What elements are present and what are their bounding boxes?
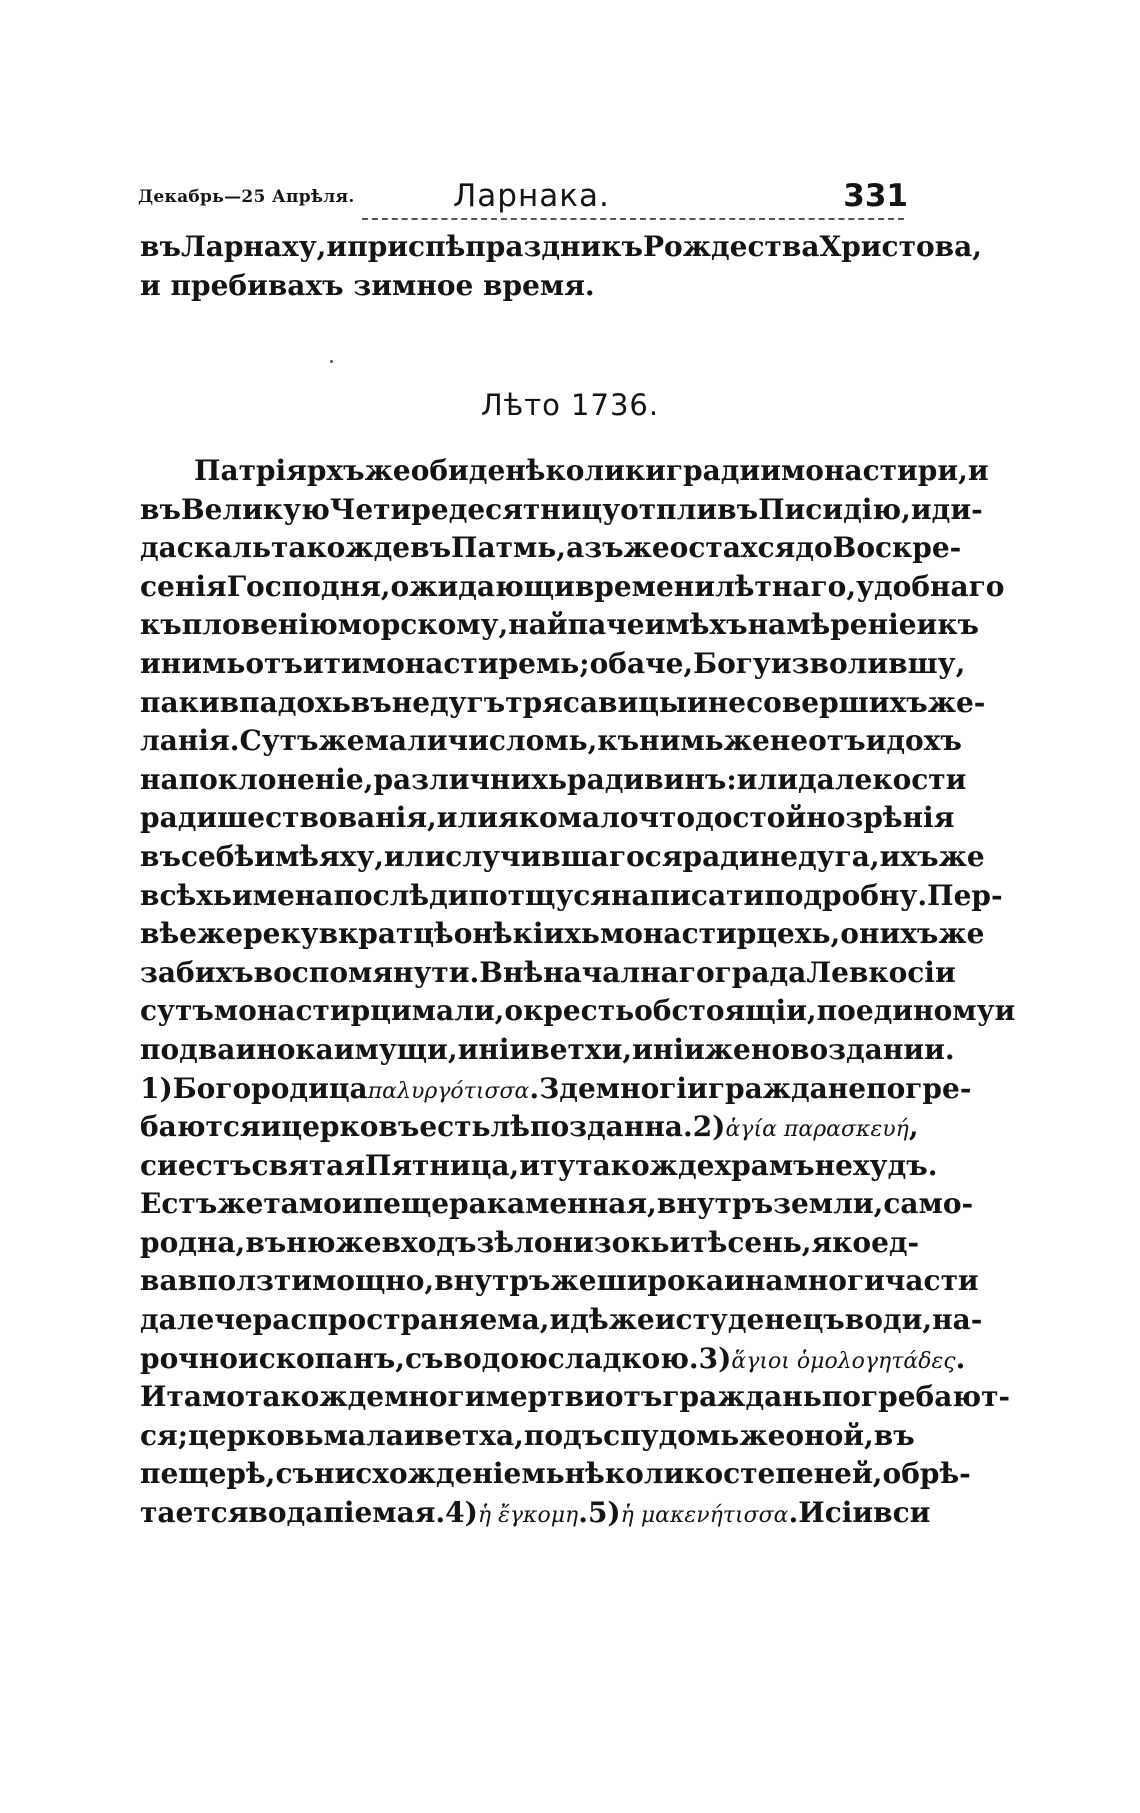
- text-line: [140, 1455, 971, 1494]
- word: имена: [231, 878, 334, 912]
- word: нисхожденіемь: [313, 1457, 565, 1491]
- word: всѣхь: [140, 878, 232, 912]
- word: само-: [883, 1187, 974, 1221]
- word: винъ:: [644, 762, 737, 796]
- text-line: [140, 992, 1016, 1031]
- word: вползти: [177, 1264, 312, 1298]
- text-line: [140, 799, 955, 838]
- word: отъидохъ: [808, 724, 962, 758]
- word: отъ: [604, 1380, 663, 1414]
- word: не: [769, 724, 809, 758]
- word: рочно: [140, 1341, 238, 1375]
- text-line: [140, 491, 983, 530]
- word: тамо: [166, 1380, 245, 1414]
- word: приспѣ: [347, 230, 466, 263]
- greek-term: ἅγιοι ὁμολογητάδες: [731, 1348, 956, 1374]
- header-title: Ларнака.: [453, 178, 610, 214]
- text-line: [140, 1262, 979, 1301]
- word: недуга,: [759, 839, 880, 873]
- word: ожидающи: [390, 569, 575, 603]
- word: инимь: [140, 646, 246, 680]
- word: Естъ: [140, 1187, 218, 1221]
- word: идѣже: [549, 1303, 655, 1337]
- word: яко: [811, 1225, 872, 1259]
- word: пещера: [362, 1187, 487, 1221]
- word: и: [967, 454, 989, 487]
- word: потщуся: [468, 878, 611, 912]
- word: послѣди: [333, 878, 469, 912]
- text-line: [140, 684, 986, 723]
- word: ту: [540, 1148, 576, 1182]
- word: отпли: [620, 492, 718, 526]
- word: обиде: [410, 454, 506, 487]
- word: ди-: [931, 492, 983, 526]
- word: низокь: [552, 1225, 670, 1259]
- word: Левкосіи: [806, 955, 956, 989]
- word: на: [140, 762, 179, 796]
- word: Воскре-: [832, 531, 962, 565]
- word: шествованія,: [217, 801, 437, 835]
- word: яко: [498, 801, 558, 835]
- word: числомь,: [447, 724, 598, 758]
- greek-term: ἡ μακενήτισσα: [620, 1503, 789, 1529]
- word: на-: [932, 1303, 983, 1337]
- word: праздникъ: [465, 230, 643, 263]
- word: ископанъ,: [237, 1341, 405, 1375]
- word: тамо: [263, 1187, 342, 1221]
- word: тается: [140, 1496, 249, 1530]
- word: же: [938, 917, 985, 951]
- word: Патріярхъ: [194, 454, 365, 487]
- word: гради: [665, 454, 761, 487]
- word: не: [814, 1148, 853, 1182]
- word: до: [795, 531, 833, 565]
- word: степеней,: [723, 1457, 883, 1491]
- word: такожде: [244, 1380, 385, 1414]
- word: мали,: [411, 994, 505, 1028]
- word: нихъ: [858, 917, 939, 951]
- word: погребают-: [821, 1380, 1011, 1414]
- word: пещерѣ,: [140, 1457, 276, 1491]
- word: морскому,: [337, 608, 509, 642]
- word: и: [724, 1264, 745, 1298]
- word: граждань: [662, 1380, 822, 1414]
- word: Писидію,: [758, 492, 911, 526]
- word: началнаго: [543, 955, 715, 989]
- word: два: [179, 1032, 236, 1066]
- text-line: [140, 1340, 966, 1379]
- word: въ: [140, 230, 181, 263]
- word: ветхи,: [530, 1032, 633, 1066]
- word: ради: [140, 801, 218, 835]
- word: нимь: [639, 724, 724, 758]
- word: студенецъ: [675, 1303, 845, 1337]
- word: Великую: [180, 492, 330, 526]
- word: себѣ: [180, 839, 255, 873]
- word: И: [140, 1380, 167, 1414]
- top-paragraph: [140, 228, 982, 305]
- word: Сутъ: [239, 724, 319, 758]
- word: ед-: [871, 1225, 920, 1259]
- word: оной,: [785, 1418, 874, 1452]
- word: многіи: [595, 1071, 708, 1105]
- word: впадохь: [219, 685, 351, 719]
- word: паки: [140, 685, 220, 719]
- word: ню: [286, 1225, 336, 1259]
- word: града: [714, 955, 807, 989]
- word: піемая.: [323, 1496, 446, 1530]
- text-line: [140, 722, 962, 761]
- word: внутръ: [434, 1264, 551, 1298]
- word: 5): [587, 1496, 621, 1530]
- word: вѣе: [140, 917, 197, 951]
- text-line: [140, 606, 980, 645]
- word: реку: [243, 917, 319, 951]
- text-line: [140, 1224, 920, 1263]
- word: съ: [405, 1341, 444, 1375]
- word: обстоящіи,: [634, 994, 817, 1028]
- word: иніи: [457, 1032, 531, 1066]
- text-line: [140, 761, 967, 800]
- word: же: [217, 1187, 264, 1221]
- word: Зде: [539, 1071, 596, 1105]
- word: написати: [611, 878, 765, 912]
- word: многи: [384, 1380, 486, 1414]
- word: съ: [275, 1457, 314, 1491]
- word: ,: [908, 1110, 919, 1144]
- word: води,: [844, 1303, 933, 1337]
- word: граждане: [707, 1071, 867, 1105]
- word: сутъ: [140, 994, 214, 1028]
- text-line: [140, 452, 989, 491]
- word: Патмь,: [451, 531, 567, 565]
- word: о: [453, 917, 473, 951]
- word: естъ: [177, 1148, 252, 1182]
- word: Четиредесятницу: [329, 492, 621, 526]
- word: баются: [140, 1110, 261, 1144]
- word: мало: [557, 801, 639, 835]
- word: есть: [419, 1110, 491, 1144]
- word: нѣкіихь: [472, 917, 600, 951]
- word: мощно,: [311, 1264, 435, 1298]
- word: ланія.: [140, 724, 240, 758]
- text-line: [140, 1378, 1011, 1417]
- word: Богу: [693, 646, 771, 680]
- word: найпаче: [508, 608, 645, 642]
- word: и: [669, 1225, 691, 1259]
- word: удобнаго: [856, 569, 1005, 603]
- word: же: [623, 531, 670, 565]
- word: случившагося: [445, 839, 683, 873]
- header-rule: [362, 218, 904, 220]
- word: Рождества: [643, 230, 820, 263]
- word: распространяема,: [252, 1303, 550, 1337]
- word: вкратцѣ: [318, 917, 454, 951]
- word: .: [788, 1496, 799, 1530]
- word: святая: [251, 1148, 365, 1182]
- word: окресть: [504, 994, 635, 1028]
- word: и: [260, 1110, 282, 1144]
- running-header: [138, 178, 908, 218]
- word: же: [739, 1418, 786, 1452]
- word: монастиремь;: [361, 646, 590, 680]
- word: нѣколико: [564, 1457, 724, 1491]
- word: къ: [597, 724, 640, 758]
- page-number: 331: [843, 178, 908, 214]
- word: и: [403, 1418, 425, 1452]
- word: Внѣ: [479, 955, 544, 989]
- word: и: [760, 454, 781, 487]
- word: мали: [364, 724, 448, 758]
- word: и: [519, 1148, 541, 1182]
- text-line: [140, 1494, 931, 1533]
- word: И: [798, 1496, 825, 1530]
- word: Богородица: [172, 1071, 368, 1105]
- word: совершихъ: [746, 685, 928, 719]
- word: мертви: [485, 1380, 605, 1414]
- word: 1): [140, 1071, 173, 1105]
- greek-term: ἡ ἔγκομη: [477, 1503, 579, 1529]
- word: остахся: [669, 531, 796, 565]
- word: же-: [927, 685, 986, 719]
- word: или: [436, 801, 499, 835]
- word: имѣяху,: [254, 839, 384, 873]
- word: зрѣнія: [845, 801, 955, 835]
- word: же: [364, 454, 411, 487]
- word: Господня,: [226, 569, 391, 603]
- word: 4): [445, 1496, 478, 1530]
- word: мала: [323, 1418, 404, 1452]
- text-line: [140, 915, 985, 954]
- text-line: [140, 1108, 919, 1147]
- word: отъити: [245, 646, 362, 680]
- word: .: [529, 1071, 540, 1105]
- word: единому: [855, 994, 995, 1028]
- word: ради: [682, 839, 760, 873]
- word: намѣреніе: [747, 608, 917, 642]
- word: и: [654, 1303, 676, 1337]
- word: пловенію: [181, 608, 338, 642]
- word: обрѣ-: [882, 1457, 971, 1491]
- word: Ларнаху,: [180, 230, 327, 263]
- word: въ: [873, 1418, 915, 1452]
- word: къ: [140, 608, 182, 642]
- word: въ: [410, 531, 452, 565]
- word: не: [707, 685, 747, 719]
- word: воспомянути.: [253, 955, 480, 989]
- word: новоздании.: [750, 1032, 955, 1066]
- word: спудомь: [603, 1418, 740, 1452]
- word: церковъ: [281, 1110, 420, 1144]
- word: въ: [350, 685, 392, 719]
- word: даскаль: [140, 531, 271, 565]
- word: же: [335, 1225, 382, 1259]
- word: въ: [140, 839, 181, 873]
- word: худъ.: [852, 1148, 938, 1182]
- word: по: [816, 994, 856, 1028]
- word: вода: [248, 1496, 324, 1530]
- word: же: [196, 917, 244, 951]
- word: что: [638, 801, 696, 835]
- word: и: [341, 1187, 363, 1221]
- word: же: [318, 724, 365, 758]
- word: водою: [443, 1341, 548, 1375]
- word: сладкою.: [547, 1341, 699, 1375]
- word: лѣтнаго,: [715, 569, 857, 603]
- text-line: [140, 1147, 938, 1186]
- word: ся;: [140, 1418, 189, 1452]
- word: достойно: [695, 801, 846, 835]
- word: ихъже: [879, 839, 985, 873]
- word: вси: [873, 1496, 931, 1530]
- word: же: [704, 1032, 751, 1066]
- word: въ: [245, 1225, 287, 1259]
- word: въ: [717, 492, 759, 526]
- word: каменная,: [486, 1187, 657, 1221]
- word: обаче,: [589, 646, 694, 680]
- text-line: [140, 1031, 955, 1070]
- word: ва: [140, 1264, 178, 1298]
- print-speck: [330, 360, 333, 363]
- word: и: [326, 230, 348, 263]
- word: 2): [692, 1110, 726, 1144]
- word: далекости: [797, 762, 967, 796]
- word: времени: [574, 569, 716, 603]
- word: и: [994, 994, 1016, 1028]
- word: къ: [937, 608, 980, 642]
- text-line: [140, 1185, 974, 1224]
- word: подъ: [523, 1418, 604, 1452]
- word: или: [384, 839, 446, 873]
- word: монастирцехь,: [599, 917, 841, 951]
- word: ради: [567, 762, 645, 796]
- word: нѣколики: [505, 454, 666, 487]
- word: же: [550, 1264, 597, 1298]
- text-line: [140, 568, 1005, 607]
- text-line: [140, 1417, 915, 1456]
- word: монастирци: [213, 994, 412, 1028]
- word: и: [916, 608, 938, 642]
- word: забихъ: [140, 955, 254, 989]
- word: о: [840, 917, 859, 951]
- word: имѣхъ: [644, 608, 748, 642]
- word: поклоненіе,: [178, 762, 374, 796]
- greek-term: παλυργότισσα: [367, 1078, 530, 1104]
- word: сіи: [824, 1496, 874, 1530]
- word: и: [687, 685, 708, 719]
- word: части: [884, 1264, 979, 1298]
- word: Пятница,: [364, 1148, 520, 1182]
- text-line: [140, 529, 962, 568]
- word: въ: [140, 492, 181, 526]
- word: трясавицы: [505, 685, 688, 719]
- word: подробну.: [764, 878, 928, 912]
- word: инока: [235, 1032, 334, 1066]
- word: иніи: [632, 1032, 705, 1066]
- word: лѣпозданна.: [490, 1110, 693, 1144]
- word: многи: [783, 1264, 885, 1298]
- word: Христова,: [819, 230, 982, 263]
- word: имущи,: [333, 1032, 458, 1066]
- word: Пер-: [927, 878, 1003, 912]
- word: зѣло: [476, 1225, 553, 1259]
- word: родна,: [140, 1225, 246, 1259]
- word: азъ: [566, 531, 624, 565]
- word: изволившу,: [770, 646, 966, 680]
- word: недугъ: [391, 685, 506, 719]
- word: .: [578, 1496, 588, 1530]
- word: по: [140, 1032, 180, 1066]
- text-line: [140, 645, 966, 684]
- text-line: [140, 877, 1003, 916]
- word: же: [723, 724, 770, 758]
- text-line: [140, 228, 982, 267]
- word: тѣсень,: [690, 1225, 812, 1259]
- word: 3): [698, 1341, 732, 1375]
- word: погре-: [866, 1071, 972, 1105]
- word: си: [140, 1148, 178, 1182]
- section-title: Лѣто 1736.: [480, 388, 660, 422]
- text-line: и пребивахъ зимное время.: [140, 268, 595, 302]
- word: церковь: [188, 1418, 324, 1452]
- main-paragraph: [140, 452, 1016, 1533]
- word: внутръ: [656, 1187, 774, 1221]
- word: на: [744, 1264, 784, 1298]
- word: входъ: [381, 1225, 477, 1259]
- word: и: [910, 492, 932, 526]
- header-date-range: Декабрь—25 Апрѣля.: [138, 187, 355, 207]
- word: различнихь: [373, 762, 568, 796]
- word: такожде: [270, 531, 411, 565]
- word: сенія: [140, 569, 227, 603]
- greek-term: ἁγία παρασκευή: [725, 1117, 909, 1143]
- text-line: [140, 838, 985, 877]
- text-line: [140, 954, 956, 993]
- word: ветха,: [424, 1418, 524, 1452]
- text-line: [140, 1301, 983, 1340]
- word: или: [736, 762, 798, 796]
- word: .: [955, 1341, 966, 1375]
- text-line: [140, 1070, 972, 1109]
- word: такожде: [575, 1148, 715, 1182]
- word: монастири,: [780, 454, 968, 487]
- word: широка: [596, 1264, 725, 1298]
- word: земли,: [773, 1187, 884, 1221]
- word: храмъ: [714, 1148, 815, 1182]
- word: далече: [140, 1303, 253, 1337]
